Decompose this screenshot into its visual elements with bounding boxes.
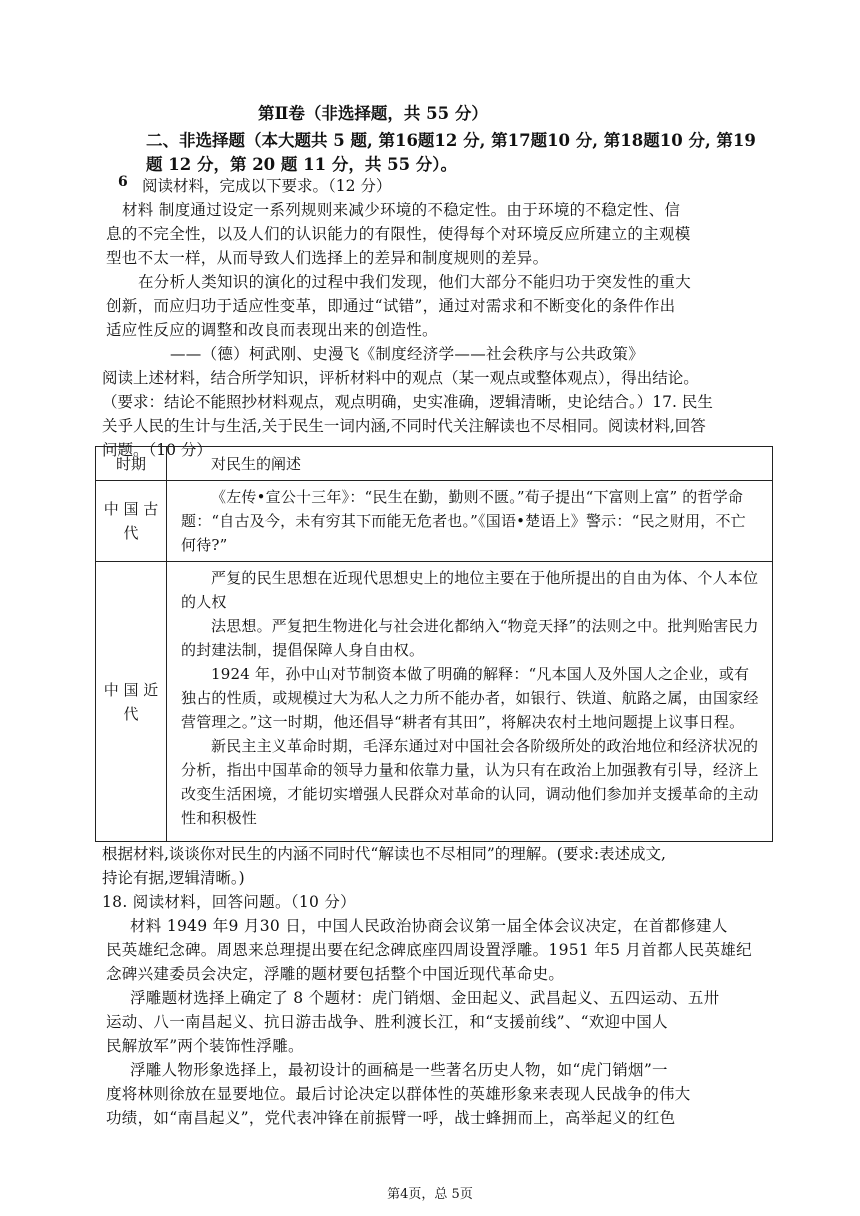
- q18-material-line: 浮雕人物形象选择上，最初设计的画稿是一些著名历史人物，如“虎门销烟”一: [130, 1061, 668, 1079]
- q18-material-line: 念碑兴建委员会决定，浮雕的题材要包括整个中国近现代革命史。: [106, 965, 565, 983]
- q18-material-line: 运动、八一南昌起义、抗日游击战争、胜利渡长江，和“支援前线”、“欢迎中国人: [106, 1013, 668, 1031]
- part-title-line2: 题 12 分，第 20 题 11 分，共 55 分）。: [146, 155, 458, 174]
- question-16-prompt: 阅读材料，完成以下要求。（12 分）: [142, 177, 392, 195]
- q17-intro-line: 问题。（10 分）: [102, 441, 212, 459]
- modern-paragraph: 新民主主义革命时期，毛泽东通过对中国社会各阶级所处的政治地位和经济状况的分析，指出中国革命的领导力量和依靠力量，认为只有在政治上加强教有引导，经济上改变生活困境，才能切实增强人民群众对革命的认同，调动他们参加并支援革命的主动性和积极性: [181, 737, 759, 827]
- q17-requirement-line: 持论有据,逻辑清晰。): [102, 869, 245, 887]
- modern-paragraph: 法思想。严复把生物进化与社会进化都纳入“物竞天择”的法则之中。批判贻害民力的封建法制，提倡保障人身自由权。: [181, 617, 759, 659]
- row-period-ancient: 中 国 古代: [96, 481, 167, 562]
- q18-material-line: 功绩，如“南昌起义”，党代表冲锋在前振臂一呼，战士蜂拥而上，高举起义的红色: [106, 1109, 676, 1127]
- q16-source: ——（德）柯武刚、史漫飞《制度经济学——社会秩序与公共政策》: [170, 345, 645, 363]
- question-18-title: 18. 阅读材料，回答问题。（10 分）: [102, 893, 356, 911]
- q16-material-line: 创新，而应归功于适应性变革，即通过“试错”，通过对需求和不断变化的条件作出: [106, 297, 676, 315]
- ancient-text: 《左传•宣公十三年》：“民生在勤，勤则不匮。”荀子提出“下富则上富” 的哲学命题：“自古及今，未有穷其下而能无危者也。”《国语•楚语上》警示：“民之财用，不亡何待?”: [181, 488, 746, 554]
- question-16-number: 6: [118, 174, 128, 190]
- q16-material-line: 适应性反应的调整和改良而表现出来的创造性。: [106, 321, 438, 339]
- q16-material-line: 在分析人类知识的演化的过程中我们发现，他们大部分不能归功于突发性的重大: [138, 273, 692, 291]
- material-table: [95, 446, 773, 842]
- q16-material-line: 型也不太一样，从而导致人们选择上的差异和制度规则的差异。: [106, 249, 549, 267]
- q18-material-line: 民英雄纪念碑。周恩来总理提出要在纪念碑底座四周设置浮雕。1951 年5 月首都人民英雄纪: [106, 941, 752, 959]
- modern-paragraph: 严复的民生思想在近现代思想史上的地位主要在于他所提出的自由为体、个人本位的人权: [181, 569, 759, 611]
- q18-material-line: 民解放军”两个装饰性浮雕。: [106, 1037, 304, 1055]
- section-title: 第Ⅱ卷（非选择题，共 55 分）: [258, 104, 488, 123]
- q16-material-line: 材料 制度通过设定一系列规则来减少环境的不稳定性。由于环境的不稳定性、信: [122, 201, 681, 219]
- table-header-description: 对民生的阐述: [167, 447, 773, 481]
- q16-requirement-line: 阅读上述材料，结合所学知识，评析材料中的观点（某一观点或整体观点），得出结论。: [102, 369, 699, 387]
- part-title-line1: 二、非选择题（本大题共 5 题, 第16题12 分, 第17题10 分, 第18题10 分, 第19: [146, 131, 756, 150]
- row-ancient-description: [167, 481, 773, 562]
- q16-requirement-line: （要求：结论不能照抄材料观点，观点明确，史实准确，逻辑清晰，史论结合。）17. 民生: [102, 393, 713, 411]
- table-header-period: 时期: [96, 447, 167, 481]
- q18-material-line: 浮雕题材选择上确定了 8 个题材：虎门销烟、金田起义、武昌起义、五四运动、五卅: [130, 989, 720, 1007]
- q17-intro-line: 关乎人民的生计与生活,关于民生一词内涵,不同时代关注解读也不尽相同。阅读材料,回答: [102, 417, 706, 435]
- q18-material-line: 度将林则徐放在显要地位。最后讨论决定以群体性的英雄形象来表现人民战争的伟大: [106, 1085, 691, 1103]
- page-footer: 第4页，总 5页: [387, 1187, 473, 1202]
- q18-material-line: 材料 1949 年9 月30 日，中国人民政治协商会议第一届全体会议决定，在首都修建人: [130, 917, 728, 935]
- modern-paragraph: 1924 年，孙中山对节制资本做了明确的解释：“凡本国人及外国人之企业，或有独占的性质，或规模过大为私人之力所不能办者，如银行、铁道、航路之属，由国家经营管理之。”这一时期，他还倡导“耕者有其田”，将解决农村土地问题提上议事日程。: [181, 665, 759, 731]
- row-period-modern: 中 国 近代: [96, 562, 167, 842]
- q17-requirement-line: 根据材料,谈谈你对民生的内涵不同时代“解读也不尽相同”的理解。(要求:表述成文,: [102, 845, 666, 863]
- q16-material-line: 息的不完全性，以及人们的认识能力的有限性，使得每个对环境反应所建立的主观模: [106, 225, 691, 243]
- row-modern-description: [167, 562, 773, 842]
